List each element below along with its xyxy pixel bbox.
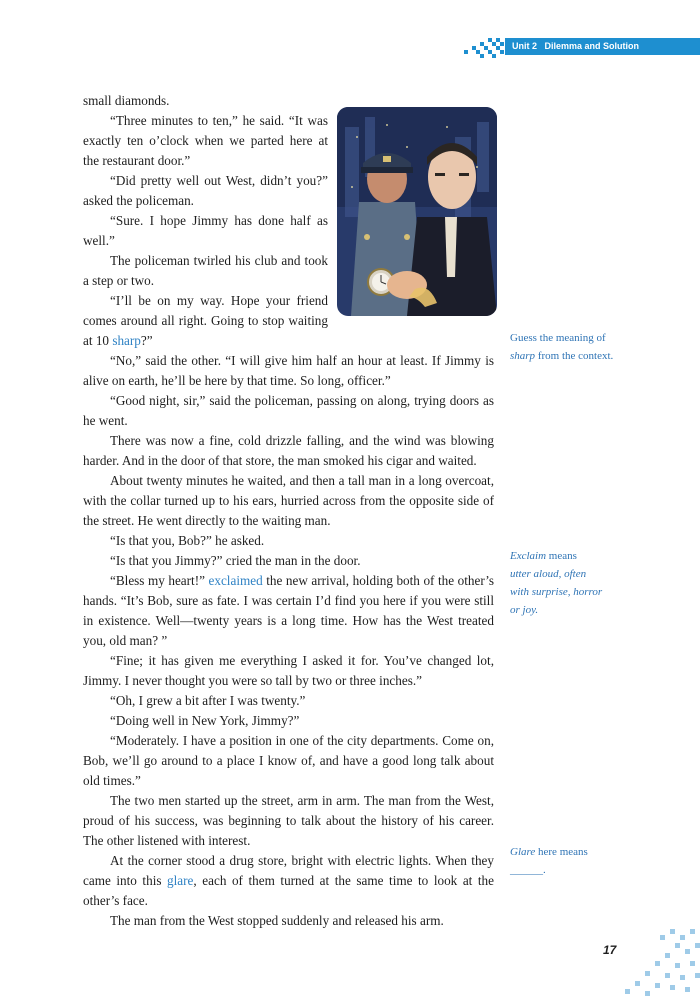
story-text-span: “I’ll be on my way. Hope your friend comes around all right. Going to stop waiting at 10: [83, 293, 328, 348]
story-paragraph: The two men started up the street, arm in arm. The man from the West, proud of his success, was beginning to talk about the history of his career. The other listened with interest.: [83, 793, 494, 848]
story-text-span: , each of them turned at the same time to look at the other’s face.: [83, 873, 494, 908]
story-text-span: At the corner stood a drug store, bright with electric lights. When they came into this: [83, 853, 494, 888]
side-note-blank: ______.: [510, 864, 546, 876]
side-note-text: here means: [535, 846, 588, 858]
story-paragraph: There was now a fine, cold drizzle falling, and the wind was blowing harder. And in the door of that store, the man smoked his cigar and waited.: [83, 433, 494, 468]
story-paragraph: “Oh, I grew a bit after I was twenty.”: [110, 693, 306, 708]
keyword-exclaimed: exclaimed: [208, 573, 263, 588]
story-paragraph: “Sure. I hope Jimmy has done half as well.”: [83, 213, 328, 248]
story-paragraph: “Did pretty well out West, didn’t you?” asked the policeman.: [83, 173, 328, 208]
side-note-text: from the context.: [535, 350, 614, 362]
story-paragraph: “No,” said the other. “I will give him half an hour at least. If Jimmy is alive on earth, he’ll be here by that time. So long, officer.”: [83, 353, 494, 388]
header-dot-pattern: [458, 34, 508, 60]
story-paragraph: [83, 291, 328, 351]
side-note-keyword: sharp: [510, 350, 536, 362]
side-note-text: means: [546, 550, 577, 562]
story-text-span: the new arrival, holding both of the other’s hands. “It’s Bob, sure as fate. I was certain I’d find you here if you were still in existence. Well—twenty years is a long time. How has the West treated you, old man? ”: [83, 573, 494, 648]
side-note-text: utter aloud, often: [510, 568, 587, 580]
side-note-sharp: [510, 329, 640, 365]
story-paragraph: “Moderately. I have a position in one of the city departments. Come on, Bob, we’ll go around to a place I know of, and have a good long talk about old times.”: [83, 733, 494, 788]
story-text-span: “Bless my heart!”: [110, 573, 209, 588]
story-paragraph: About twenty minutes he waited, and then a tall man in a long overcoat, with the collar turned up to his ears, hurried across from the opposite side of the street. He went directly to the waiting man.: [83, 473, 494, 528]
story-paragraph: “Is that you Jimmy?” cried the man in the door.: [110, 553, 361, 568]
story-text: [83, 91, 494, 931]
story-paragraph: small diamonds.: [83, 93, 170, 108]
side-note-text: with surprise, horror: [510, 586, 603, 598]
keyword-sharp: sharp: [112, 333, 141, 348]
story-paragraph: The policeman twirled his club and took a step or two.: [83, 253, 328, 288]
side-note-text: or joy.: [510, 604, 539, 616]
page-number: 17: [603, 943, 617, 957]
story-paragraph: [83, 571, 494, 651]
footer-dot-pattern: [618, 925, 700, 996]
side-note-keyword: Glare: [510, 846, 536, 858]
unit-header: [512, 38, 639, 55]
story-paragraph: “Good night, sir,” said the policeman, passing on along, trying doors as he went.: [83, 393, 494, 428]
keyword-glare: glare: [167, 873, 194, 888]
story-paragraph: “Doing well in New York, Jimmy?”: [110, 713, 300, 728]
story-paragraph: [83, 851, 494, 911]
unit-title: Dilemma and Solution: [544, 41, 640, 51]
story-text-span: ?”: [140, 333, 153, 348]
story-paragraph: “Three minutes to ten,” he said. “It was exactly ten o’clock when we parted here at the restaurant door.”: [83, 113, 328, 168]
story-paragraph: The man from the West stopped suddenly and released his arm.: [110, 913, 444, 928]
unit-label: Unit 2: [512, 41, 538, 51]
side-note-exclaim: [510, 547, 640, 619]
story-paragraph: “Is that you, Bob?” he asked.: [110, 533, 265, 548]
side-note-glare: [510, 843, 640, 879]
side-note-keyword: Exclaim: [510, 550, 547, 562]
side-note-text: Guess the meaning of: [510, 332, 606, 344]
story-paragraph: “Fine; it has given me everything I asked it for. You’ve changed lot, Jimmy. I never thought you were so tall by two or three inches.”: [83, 653, 494, 688]
